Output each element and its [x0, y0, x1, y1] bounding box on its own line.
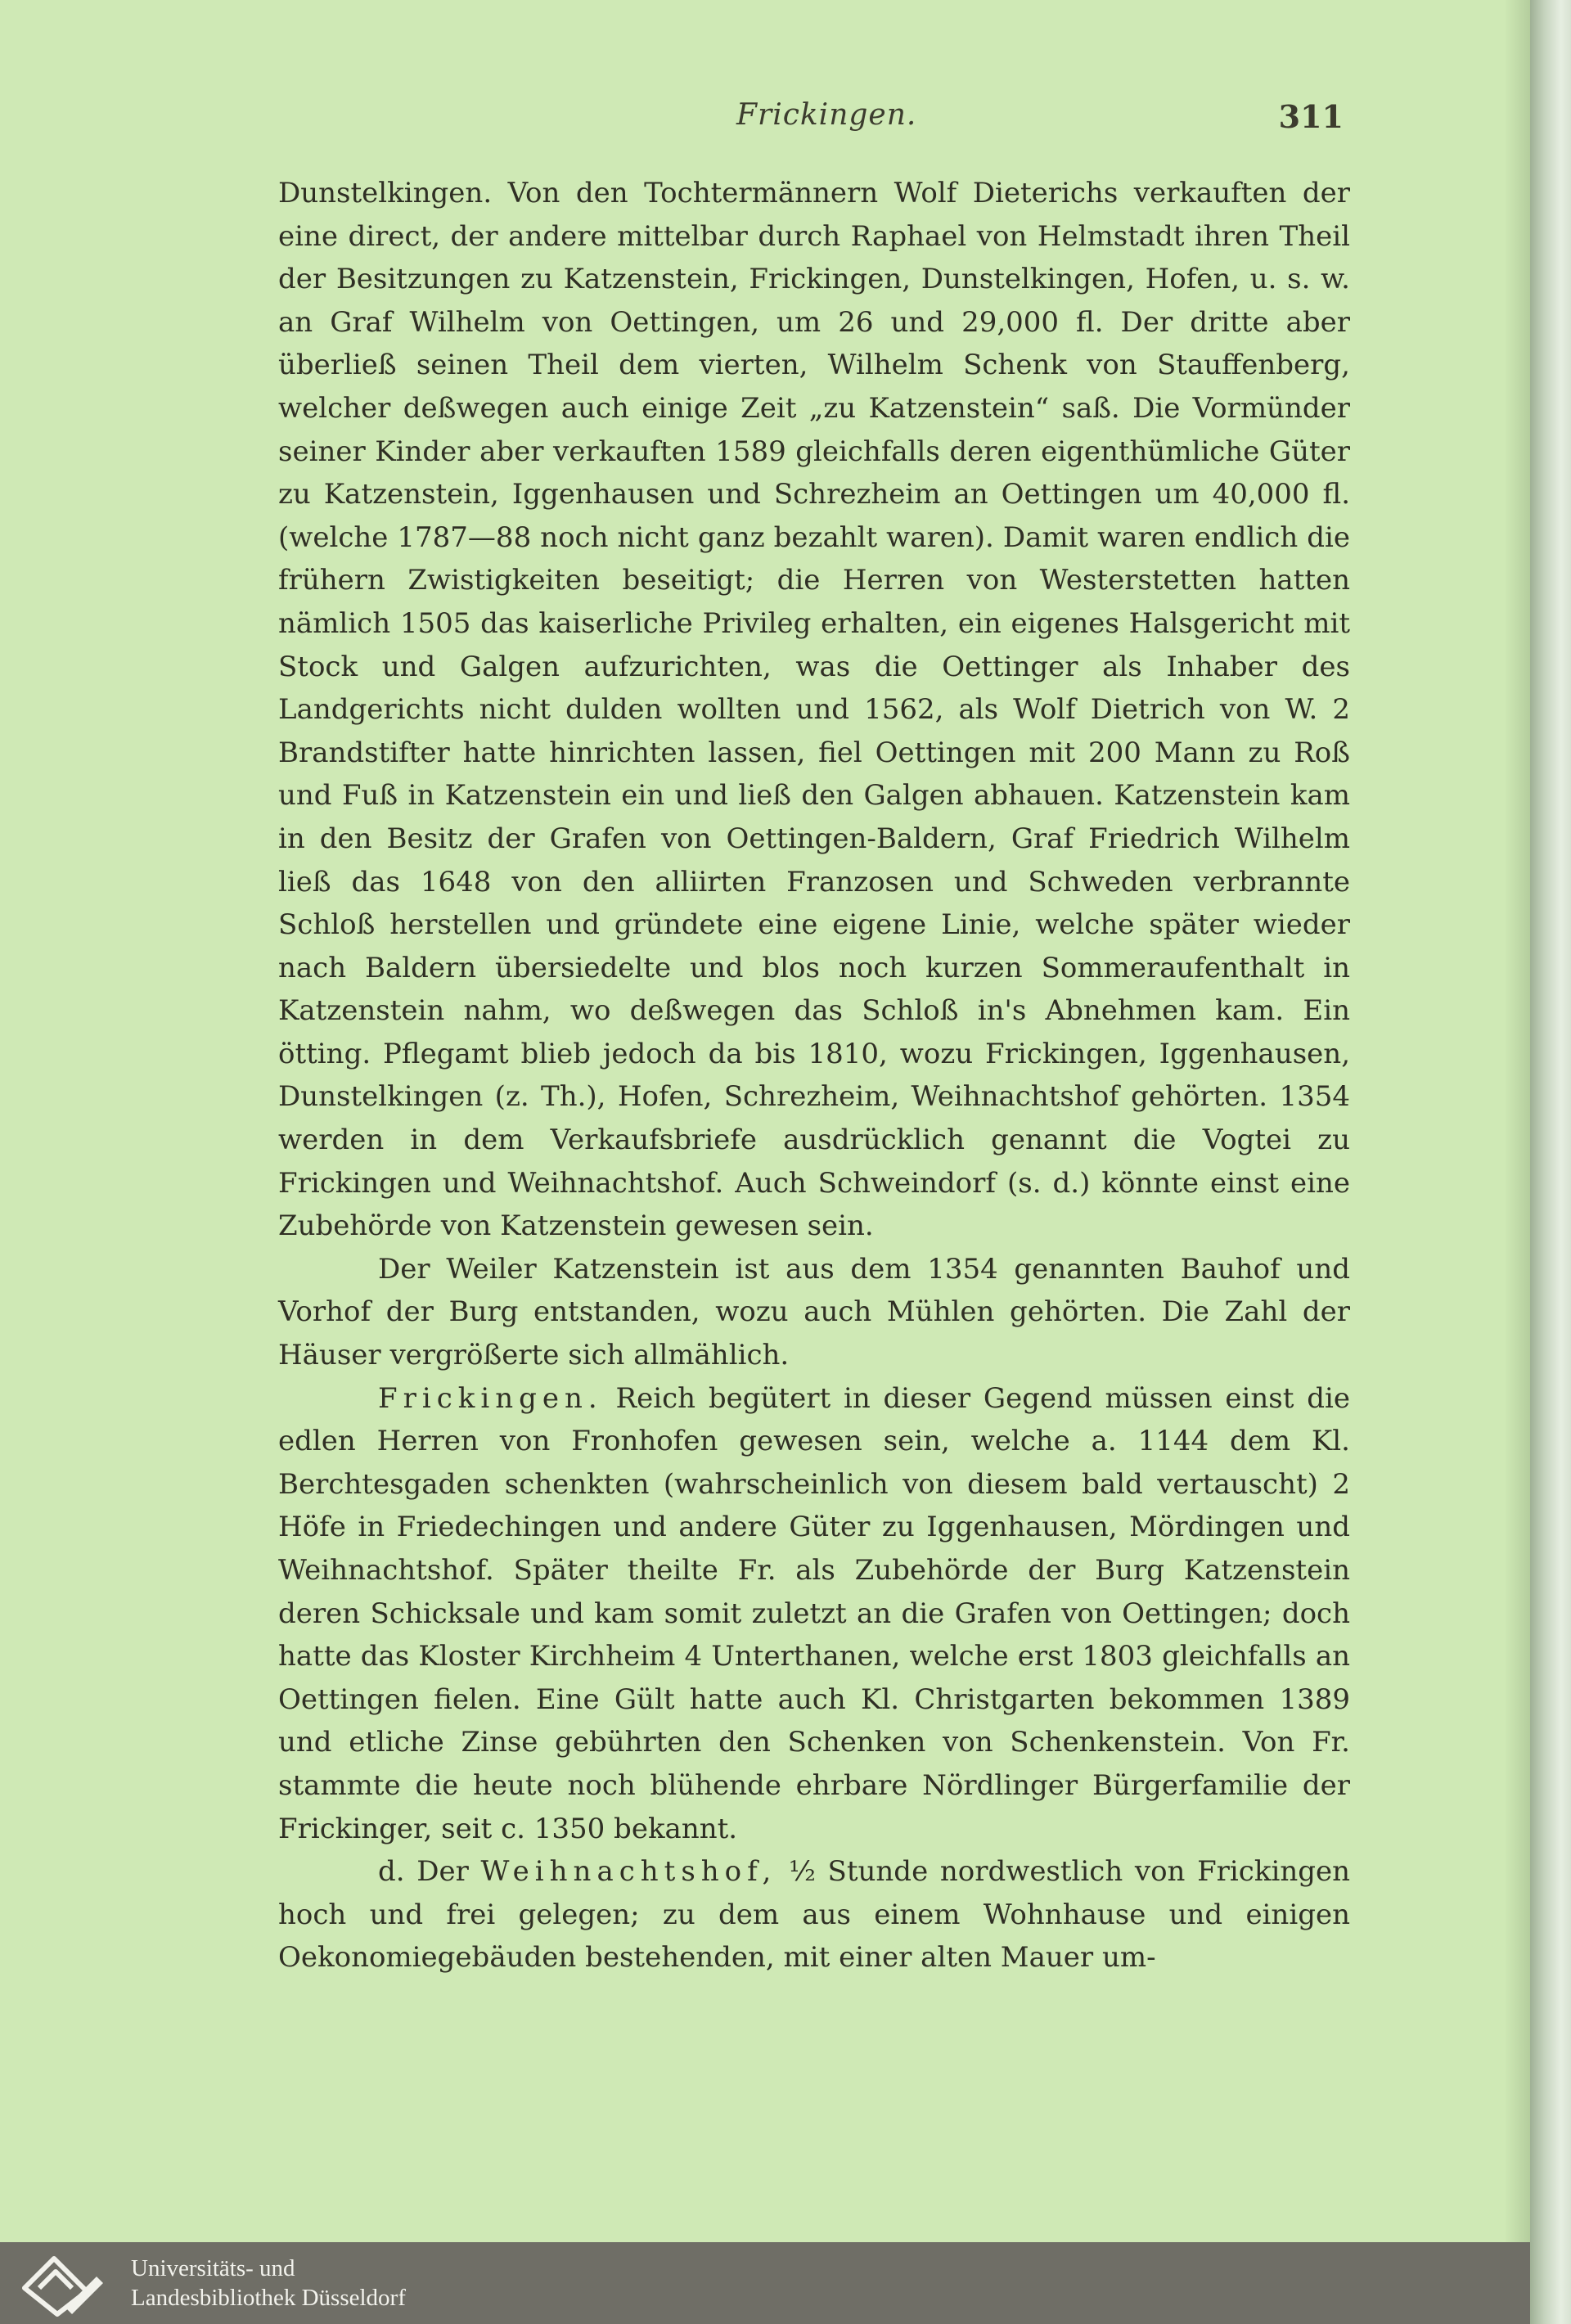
paragraph [278, 1248, 1350, 1377]
paragraph [278, 1850, 1350, 1979]
spaced-emphasis: Frickingen. [378, 1381, 603, 1415]
text-run: d. Der [378, 1855, 481, 1889]
running-head: Frickingen. [736, 98, 917, 132]
library-footer-bar [0, 2242, 1530, 2324]
text-run: Der Weiler Katzenstein ist aus dem 1354 genannten Bauhof und Vorhof der Burg entstanden, wozu auch Mühlen gehörten. Die Zahl der Häuser vergrößerte sich allmählich. [278, 1252, 1350, 1372]
page-number: 311 [1278, 98, 1344, 135]
page-header [0, 98, 1530, 147]
library-name [131, 2254, 406, 2313]
library-name-line-2: Landesbibliothek Düsseldorf [131, 2285, 406, 2311]
library-name-line-1: Universitäts- und [131, 2255, 295, 2281]
text-run: Reich begütert in dieser Gegend müssen einst die edlen Herren von Fronhofen gewesen sein, welche a. 1144 dem Kl. Berchtesgaden schenkten (wahrscheinlich von diesem bald vertauscht) 2 Höfe in Friedechingen und andere Güter zu Iggenhausen, Mördingen und Weihnachtshof. Später theilte Fr. als Zubehörde der Burg Katzenstein deren Schicksale und kam somit zuletzt an die Grafen von Oettingen; doch hatte das Kloster Kirchheim 4 Unterthanen, welche erst 1803 gleichfalls an Oettingen fielen. Eine Gült hatte auch Kl. Christgarten bekommen 1389 und etliche Zinse gebührten den Schenken von Schenkenstein. Von Fr. stammte die heute noch blühende ehrbare Nördlinger Bürgerfamilie der Frickinger, seit c. 1350 bekannt. [278, 1381, 1350, 1845]
spaced-emphasis: Weihnachtshof, [480, 1855, 777, 1889]
paragraph [278, 1377, 1350, 1851]
page-edge [1530, 0, 1571, 2324]
text-run: ½ Stunde nordwestlich von Frickingen hoch und frei gelegen; zu dem aus einem Wohnhause und einigen Oekonomiegebäuden bestehenden, mit einer alten Mauer um- [278, 1855, 1350, 1975]
text-run: Dunstelkingen. Von den Tochtermännern Wolf Dieterichs verkauften der eine direct, der andere mittelbar durch Raphael von Helmstadt ihren Theil der Besitzungen zu Katzenstein, Frickingen, Dunstelkingen, Hofen, u. s. w. an Graf Wilhelm von Oettingen, um 26 und 29,000 fl. Der dritte aber überließ seinen Theil dem vierten, Wilhelm Schenk von Stauffenberg, welcher deßwegen auch einige Zeit „zu Katzenstein“ saß. Die Vormünder seiner Kinder aber verkauften 1589 gleichfalls deren eigenthümliche Güter zu Katzenstein, Iggenhausen und Schrezheim an Oettingen um 40,000 fl. (welche 1787—88 noch nicht ganz bezahlt waren). Damit waren endlich die frühern Zwistigkeiten beseitigt; die Herren von Westerstetten hatten nämlich 1505 das kaiserliche Privileg erhalten, ein eigenes Halsgericht mit Stock und Galgen aufzurichten, was die Oettinger als Inhaber des Landgerichts nicht dulden wollten und 1562, als Wolf Dietrich von W. 2 Brandstifter hatte hinrichten lassen, fiel Oettingen mit 200 Mann zu Roß und Fuß in Katzenstein ein und ließ den Galgen abhauen. Katzenstein kam in den Besitz der Grafen von Oettingen-Baldern, Graf Friedrich Wilhelm ließ das 1648 von den alliirten Franzosen und Schweden verbrannte Schloß herstellen und gründete eine eigene Linie, welche später wieder nach Baldern übersiedelte und blos noch kurzen Sommeraufenthalt in Katzenstein nahm, wo deßwegen das Schloß in's Abnehmen kam. Ein ötting. Pflegamt blieb jedoch da bis 1810, wozu Frickingen, Iggenhausen, Dunstelkingen (z. Th.), Hofen, Schrezheim, Weihnachtshof gehörten. 1354 werden in dem Verkaufsbriefe ausdrücklich genannt die Vogtei zu Frickingen und Weihnachtshof. Auch Schweindorf (s. d.) könnte einst eine Zubehörde von Katzenstein gewesen sein. [278, 177, 1350, 1243]
ulb-duesseldorf-logo-icon [18, 2250, 108, 2319]
page-gutter-shadow [1504, 0, 1530, 2324]
body-text [278, 172, 1350, 1979]
paragraph [278, 172, 1350, 1248]
